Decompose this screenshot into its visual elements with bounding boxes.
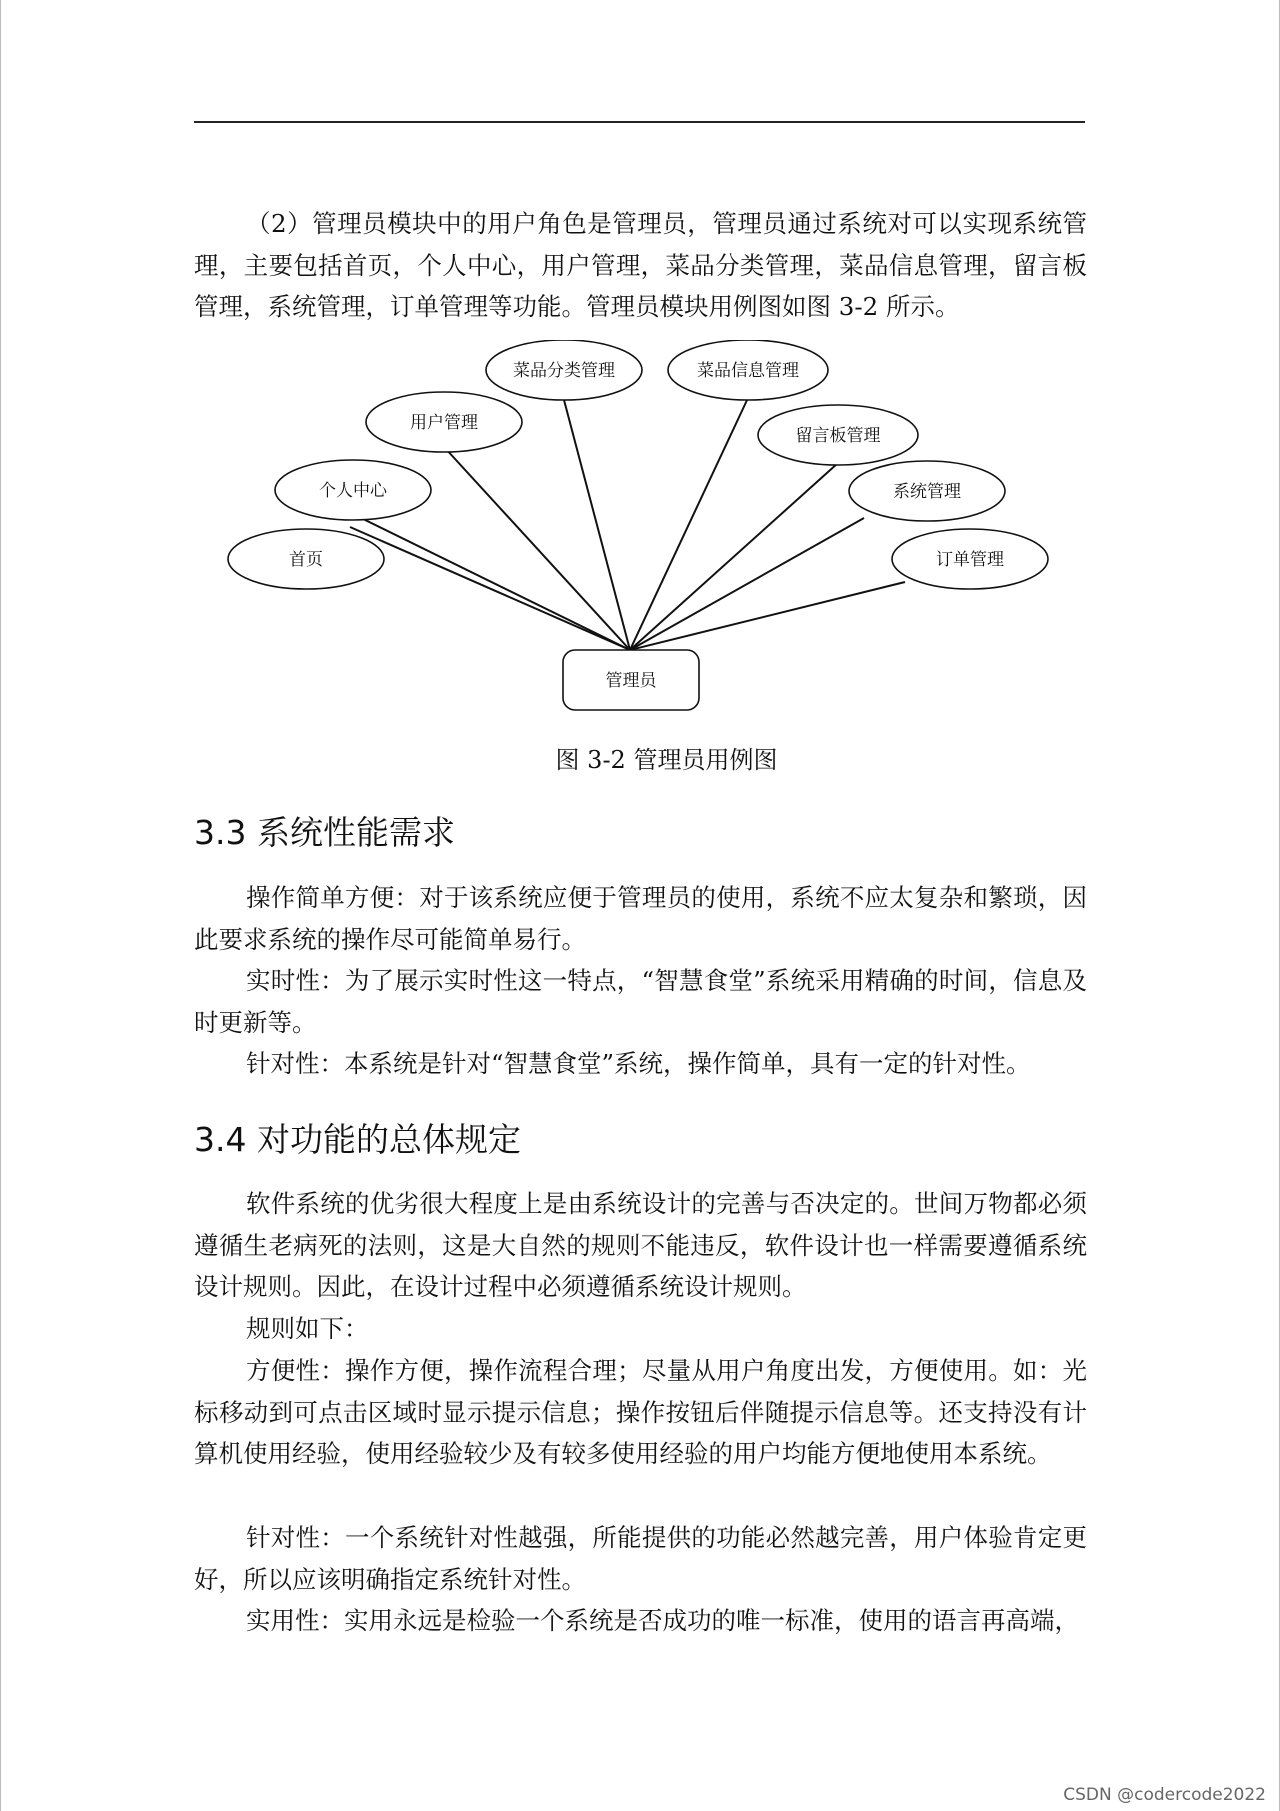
paragraph: 软件系统的优劣很大程度上是由系统设计的完善与否决定的。世间万物都必须遵循生老病死的法则，这是大自然的规则不能违反，软件设计也一样需要遵循系统设计规则。因此，在设计过程中必须遵循系统设计规则。 — [194, 1189, 1087, 1301]
association-line — [355, 515, 630, 650]
association-line — [630, 582, 905, 650]
paragraph: 实用性：实用永远是检验一个系统是否成功的唯一标准，使用的语言再高端， — [246, 1606, 1079, 1635]
use-case-order-management: 订单管理 — [936, 550, 1004, 570]
header-rule — [194, 121, 1085, 123]
paragraph: 针对性：一个系统针对性越强，所能提供的功能必然越完善，用户体验肯定更好，所以应该明确指定系统针对性。 — [194, 1523, 1087, 1594]
paragraph: 方便性：操作方便，操作流程合理；尽量从用户角度出发，方便使用。如：光标移动到可点击区域时显示提示信息；操作按钮后伴随提示信息等。还支持没有计算机使用经验，使用经验较少及有较多使用经验的用户均能方便地使用本系统。 — [194, 1356, 1087, 1468]
association-line — [630, 518, 864, 650]
association-line — [630, 398, 748, 650]
association-line — [445, 448, 630, 650]
use-case-dish-category-management: 菜品分类管理 — [513, 361, 615, 381]
paragraph: 操作简单方便：对于该系统应便于管理员的使用，系统不应太复杂和繁琐，因此要求系统的操作尽可能简单易行。 — [194, 883, 1087, 954]
association-line — [630, 463, 838, 650]
page-left-border — [0, 0, 1, 1811]
intro-paragraph: （2）管理员模块中的用户角色是管理员，管理员通过系统对可以实现系统管理，主要包括首页，个人中心，用户管理，菜品分类管理，菜品信息管理，留言板管理，系统管理，订单管理等功能。管理员模块用例图如图 3-2 所示。 — [194, 209, 1087, 321]
paragraph: 规则如下： — [246, 1314, 369, 1343]
association-line — [350, 527, 630, 650]
use-case-dish-info-management: 菜品信息管理 — [697, 361, 799, 381]
actor-label: 管理员 — [605, 671, 657, 691]
use-case-home: 首页 — [289, 550, 323, 570]
watermark-text: CSDN @codercode2022 — [1063, 1785, 1266, 1805]
paragraph: 针对性：本系统是针对“智慧食堂”系统，操作简单，具有一定的针对性。 — [246, 1049, 1031, 1078]
use-case-system-management: 系统管理 — [893, 482, 961, 502]
use-case-message-board-management: 留言板管理 — [795, 426, 881, 446]
paragraph: 实时性：为了展示实时性这一特点，“智慧食堂”系统采用精确的时间，信息及时更新等。 — [194, 966, 1087, 1037]
use-case-personal-center: 个人中心 — [319, 481, 387, 501]
use-case-diagram — [0, 340, 1280, 720]
section-heading-3-3: 3.3 系统性能需求 — [194, 813, 455, 852]
use-case-user-management: 用户管理 — [410, 413, 478, 433]
figure-caption: 图 3-2 管理员用例图 — [555, 746, 778, 774]
section-heading-3-4: 3.4 对功能的总体规定 — [194, 1120, 521, 1159]
